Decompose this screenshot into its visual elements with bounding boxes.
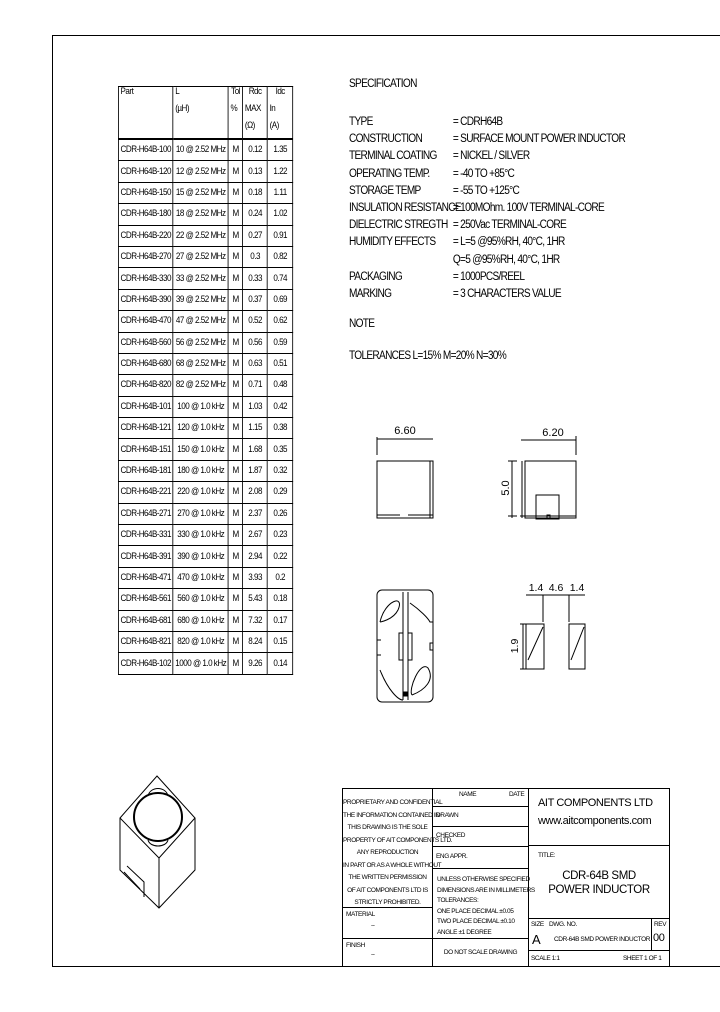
header-rdc-max: MAX xyxy=(243,104,268,121)
dim-width: 6.60 xyxy=(394,425,416,437)
spec-label: STORAGE TEMP xyxy=(349,184,421,197)
dim-pad2: 1.4 xyxy=(569,582,585,594)
tolerance: M xyxy=(228,161,242,182)
part-number: CDR-H64B-120 xyxy=(118,161,173,182)
tolerance: M xyxy=(228,225,242,246)
spec-value: = 250Vac TERMINAL-CORE xyxy=(452,219,567,232)
name-label: NAME xyxy=(459,791,477,798)
tolerance: M xyxy=(228,567,242,588)
idc: 0.35 xyxy=(267,439,293,460)
inductance: 180 @ 1.0 kHz xyxy=(173,460,228,481)
proprietary-line: ANY REPRODUCTION xyxy=(356,849,419,856)
rdc-max: 0.13 xyxy=(243,161,268,182)
inductance: 68 @ 2.52 MHz xyxy=(173,353,228,374)
spec-label: DIELECTRIC STREGTH xyxy=(349,219,448,232)
part-number: CDR-H64B-180 xyxy=(118,204,173,225)
eng-appr-cell: ENG APPR. xyxy=(433,847,529,869)
rev-value: 00 xyxy=(653,932,665,944)
note-line: UNLESS OTHERWISE SPECIFIED xyxy=(437,876,530,883)
idc: 0.48 xyxy=(267,375,293,396)
idc: 0.18 xyxy=(267,589,293,610)
bottom-view xyxy=(377,590,433,702)
rdc-max: 0.27 xyxy=(243,225,268,246)
rdc-max: 0.63 xyxy=(243,353,268,374)
spec-value: Q=5 @95%RH, 40°C, 1HR xyxy=(452,253,560,266)
part-number: CDR-H64B-181 xyxy=(118,460,173,481)
spec-label: OPERATING TEMP. xyxy=(349,167,430,180)
spec-label: INSULATION RESISTANCE xyxy=(349,202,461,214)
part-number: CDR-H64B-151 xyxy=(118,439,173,460)
idc: 1.11 xyxy=(267,182,293,203)
idc: 0.38 xyxy=(267,418,293,439)
idc: 0.91 xyxy=(267,225,293,246)
header-rdc: Rdc xyxy=(243,87,268,105)
tolerance: M xyxy=(228,482,242,503)
inductance: 39 @ 2.52 MHz xyxy=(173,289,228,310)
spec-label: PACKAGING xyxy=(349,270,403,283)
rdc-max: 0.12 xyxy=(243,139,268,161)
header-tol-unit: % xyxy=(228,104,242,121)
idc: 0.51 xyxy=(267,353,293,374)
header-rdc-unit: (Ω) xyxy=(243,121,268,139)
rdc-max: 0.52 xyxy=(243,311,268,332)
header-idc-unit: (A) xyxy=(267,121,293,139)
tolerance: M xyxy=(228,396,242,417)
dim-height: 5.0 xyxy=(500,480,512,496)
do-not-scale: DO NOT SCALE DRAWING xyxy=(433,939,529,966)
rdc-max: 7.32 xyxy=(243,610,268,631)
tolerance: M xyxy=(228,353,242,374)
drawn-cell: DRAWN xyxy=(433,807,529,827)
isometric-view xyxy=(120,776,195,908)
tolerance: M xyxy=(228,589,242,610)
spec-value: = 1000PCS/REEL xyxy=(452,270,525,283)
spec-label: MARKING xyxy=(349,288,392,300)
spec-value: = SURFACE MOUNT POWER INDUCTOR xyxy=(452,133,626,146)
spec-label: HUMIDITY EFFECTS xyxy=(349,236,436,249)
tolerance: M xyxy=(228,546,242,567)
proprietary-line: OF AIT COMPONENTS LTD IS xyxy=(347,886,428,894)
rdc-max: 2.37 xyxy=(243,503,268,524)
rdc-max: 8.24 xyxy=(243,631,268,652)
note-line: ONE PLACE DECIMAL ±0.05 xyxy=(437,907,514,915)
inductance: 680 @ 1.0 kHz xyxy=(173,610,228,631)
checked-cell: CHECKED xyxy=(433,827,529,847)
part-number: CDR-H64B-271 xyxy=(118,503,173,524)
rdc-max: 1.03 xyxy=(243,396,268,417)
inductance: 56 @ 2.52 MHz xyxy=(173,332,228,353)
tolerance-notes xyxy=(433,869,535,939)
header-idc: Idc xyxy=(267,87,293,105)
tolerance: M xyxy=(228,525,242,546)
part-number: CDR-H64B-390 xyxy=(118,289,173,310)
proprietary-line: THE INFORMATION CONTAINED IN xyxy=(343,811,440,819)
title-line-1: CDR-64B SMD xyxy=(562,870,636,882)
spec-value: = NICKEL / SILVER xyxy=(452,150,530,163)
part-number: CDR-H64B-561 xyxy=(118,589,173,610)
idc: 0.32 xyxy=(267,460,293,481)
company-website: www.aitcomponents.com xyxy=(538,815,652,827)
dwg-no-label: DWG. NO. xyxy=(549,921,577,928)
inductance: 12 @ 2.52 MHz xyxy=(173,161,228,182)
rdc-max: 0.3 xyxy=(243,246,268,267)
inductance: 220 @ 1.0 kHz xyxy=(173,482,228,503)
rdc-max: 0.33 xyxy=(243,268,268,289)
inductance: 820 @ 1.0 kHz xyxy=(173,631,228,652)
part-number: CDR-H64B-821 xyxy=(118,631,173,652)
size-label: SIZE xyxy=(531,921,544,928)
header-tol: Tol xyxy=(228,87,242,105)
inductance: 330 @ 1.0 kHz xyxy=(173,525,228,546)
proprietary-line: PROPERTY OF AIT COMPONENTS LTD. xyxy=(343,836,453,844)
sheet: SHEET 1 OF 1 xyxy=(623,955,662,962)
title-cell xyxy=(529,846,669,919)
material-cell xyxy=(343,908,433,939)
idc: 0.59 xyxy=(267,332,293,353)
tolerance: M xyxy=(228,631,242,652)
rdc-max: 0.24 xyxy=(243,204,268,225)
part-number: CDR-H64B-471 xyxy=(118,567,173,588)
inductance: 270 @ 1.0 kHz xyxy=(173,503,228,524)
material-label: MATERIAL xyxy=(346,911,375,918)
title-line-2: POWER INDUCTOR xyxy=(548,884,650,896)
idc: 0.26 xyxy=(267,503,293,524)
part-number: CDR-H64B-560 xyxy=(118,332,173,353)
rdc-max: 0.37 xyxy=(243,289,268,310)
inductance: 470 @ 1.0 kHz xyxy=(173,567,228,588)
dim-depth: 6.20 xyxy=(542,427,564,439)
part-number: CDR-H64B-470 xyxy=(118,311,173,332)
part-number: CDR-H64B-391 xyxy=(118,546,173,567)
inductance: 150 @ 1.0 kHz xyxy=(173,439,228,460)
part-number: CDR-H64B-102 xyxy=(118,653,173,674)
title-label: TITLE: xyxy=(538,852,556,859)
tolerance: M xyxy=(228,653,242,674)
tolerance: M xyxy=(228,311,242,332)
inductance: 1000 @ 1.0 kHz xyxy=(173,653,228,674)
idc: 0.15 xyxy=(267,631,293,652)
idc: 0.82 xyxy=(267,246,293,267)
idc: 0.62 xyxy=(267,311,293,332)
material-value: -- xyxy=(371,922,375,929)
header-idc-sub: In xyxy=(267,104,293,121)
rdc-max: 0.18 xyxy=(243,182,268,203)
part-number: CDR-H64B-681 xyxy=(118,610,173,631)
size-value: A xyxy=(532,932,541,947)
spec-title: SPECIFICATION xyxy=(349,78,417,90)
proprietary-line: THIS DRAWING IS THE SOLE xyxy=(347,824,428,831)
inductance: 82 @ 2.52 MHz xyxy=(173,375,228,396)
inductance: 560 @ 1.0 kHz xyxy=(173,589,228,610)
dim-gap: 4.6 xyxy=(548,582,564,594)
part-number: CDR-H64B-101 xyxy=(118,396,173,417)
inductance: 120 @ 1.0 kHz xyxy=(173,418,228,439)
tolerance: M xyxy=(228,439,242,460)
spec-value: = 3 CHARACTERS VALUE xyxy=(452,288,561,300)
date-label: DATE xyxy=(509,791,525,798)
rev-label: REV xyxy=(654,921,667,928)
idc: 0.17 xyxy=(267,610,293,631)
spec-label: CONSTRUCTION xyxy=(349,133,423,146)
note-line: ANGLE ±1 DEGREE xyxy=(437,928,492,936)
spec-value: = -40 TO +85°C xyxy=(452,167,515,180)
company-name: AIT COMPONENTS LTD xyxy=(538,797,653,809)
part-number: CDR-H64B-100 xyxy=(118,139,173,161)
rdc-max: 9.26 xyxy=(243,653,268,674)
finish-value: -- xyxy=(371,951,375,958)
inductance: 100 @ 1.0 kHz xyxy=(173,396,228,417)
idc: 0.2 xyxy=(267,567,293,588)
part-number: CDR-H64B-220 xyxy=(118,225,173,246)
tolerance: M xyxy=(228,460,242,481)
inductance: 390 @ 1.0 kHz xyxy=(173,546,228,567)
dim-pad1: 1.4 xyxy=(528,582,544,594)
idc: 0.74 xyxy=(267,268,293,289)
note-line: TOLERANCES: xyxy=(437,897,479,904)
part-number: CDR-H64B-331 xyxy=(118,525,173,546)
tolerance: M xyxy=(228,182,242,203)
tolerance: M xyxy=(228,139,242,161)
tolerance: M xyxy=(228,204,242,225)
inductance: 10 @ 2.52 MHz xyxy=(173,139,228,161)
tolerance: M xyxy=(228,289,242,310)
front-view xyxy=(377,437,433,518)
spec-label: TERMINAL COATING xyxy=(349,150,437,163)
dwg-no-value: CDR-64B SMD POWER INDUCTOR xyxy=(554,936,651,943)
idc: 0.42 xyxy=(267,396,293,417)
part-number: CDR-H64B-270 xyxy=(118,246,173,267)
proprietary-line: STRICTLY PROHIBITED. xyxy=(354,899,421,906)
rdc-max: 1.68 xyxy=(243,439,268,460)
rdc-max: 2.67 xyxy=(243,525,268,546)
land-pattern xyxy=(520,595,585,669)
rdc-max: 0.56 xyxy=(243,332,268,353)
inductance: 47 @ 2.52 MHz xyxy=(173,311,228,332)
tolerance: M xyxy=(228,375,242,396)
idc: 0.14 xyxy=(267,653,293,674)
rdc-max: 3.93 xyxy=(243,567,268,588)
header-l: L xyxy=(173,87,228,105)
tolerances-note: TOLERANCES L=15% M=20% N=30% xyxy=(349,350,507,362)
tolerance: M xyxy=(228,332,242,353)
note-label: NOTE xyxy=(349,318,375,330)
rdc-max: 2.94 xyxy=(243,546,268,567)
part-number: CDR-H64B-150 xyxy=(118,182,173,203)
spec-value: = 100MOhm. 100V TERMINAL-CORE xyxy=(452,202,605,214)
side-view xyxy=(508,436,576,519)
idc: 1.22 xyxy=(267,161,293,182)
idc: 1.02 xyxy=(267,204,293,225)
rdc-max: 0.71 xyxy=(243,375,268,396)
rdc-max: 2.08 xyxy=(243,482,268,503)
part-number: CDR-H64B-820 xyxy=(118,375,173,396)
proprietary-line: THE WRITTEN PERMISSION xyxy=(348,874,427,881)
inductance: 33 @ 2.52 MHz xyxy=(173,268,228,289)
note-line: DIMENSIONS ARE IN MILLIMETERS xyxy=(437,886,535,894)
rdc-max: 1.87 xyxy=(243,460,268,481)
company-cell xyxy=(529,789,669,846)
spec-value: = CDRH64B xyxy=(452,116,503,128)
spec-value: = -55 TO +125°C xyxy=(452,184,520,197)
part-number: CDR-H64B-330 xyxy=(118,268,173,289)
rdc-max: 5.43 xyxy=(243,589,268,610)
inductance: 27 @ 2.52 MHz xyxy=(173,246,228,267)
tolerance: M xyxy=(228,503,242,524)
idc: 0.22 xyxy=(267,546,293,567)
tolerance: M xyxy=(228,268,242,289)
proprietary-line: PROPRIETARY AND CONFIDENTIAL xyxy=(343,799,443,806)
proprietary-line: IN PART OR AS A WHOLE WITHOUT xyxy=(343,861,442,869)
inductance: 15 @ 2.52 MHz xyxy=(173,182,228,203)
idc: 1.35 xyxy=(267,139,293,161)
spec-label: TYPE xyxy=(349,116,373,128)
scale: SCALE 1:1 xyxy=(531,955,560,962)
rdc-max: 1.15 xyxy=(243,418,268,439)
inductance: 18 @ 2.52 MHz xyxy=(173,204,228,225)
part-number: CDR-H64B-121 xyxy=(118,418,173,439)
tolerance: M xyxy=(228,246,242,267)
finish-label: FINISH xyxy=(346,942,365,949)
spec-value: = L=5 @95%RH, 40°C, 1HR xyxy=(452,236,565,249)
tolerance: M xyxy=(228,610,242,631)
part-number: CDR-H64B-680 xyxy=(118,353,173,374)
idc: 0.69 xyxy=(267,289,293,310)
finish-cell xyxy=(343,939,433,966)
inductance: 22 @ 2.52 MHz xyxy=(173,225,228,246)
title-block xyxy=(342,788,670,967)
idc: 0.29 xyxy=(267,482,293,503)
idc: 0.23 xyxy=(267,525,293,546)
header-part: Part xyxy=(118,87,173,105)
header-l-unit: (µH) xyxy=(173,104,228,121)
tolerance: M xyxy=(228,418,242,439)
note-line: TWO PLACE DECIMAL ±0.10 xyxy=(437,918,515,925)
part-number: CDR-H64B-221 xyxy=(118,482,173,503)
dim-pad-height: 1.9 xyxy=(509,638,521,654)
